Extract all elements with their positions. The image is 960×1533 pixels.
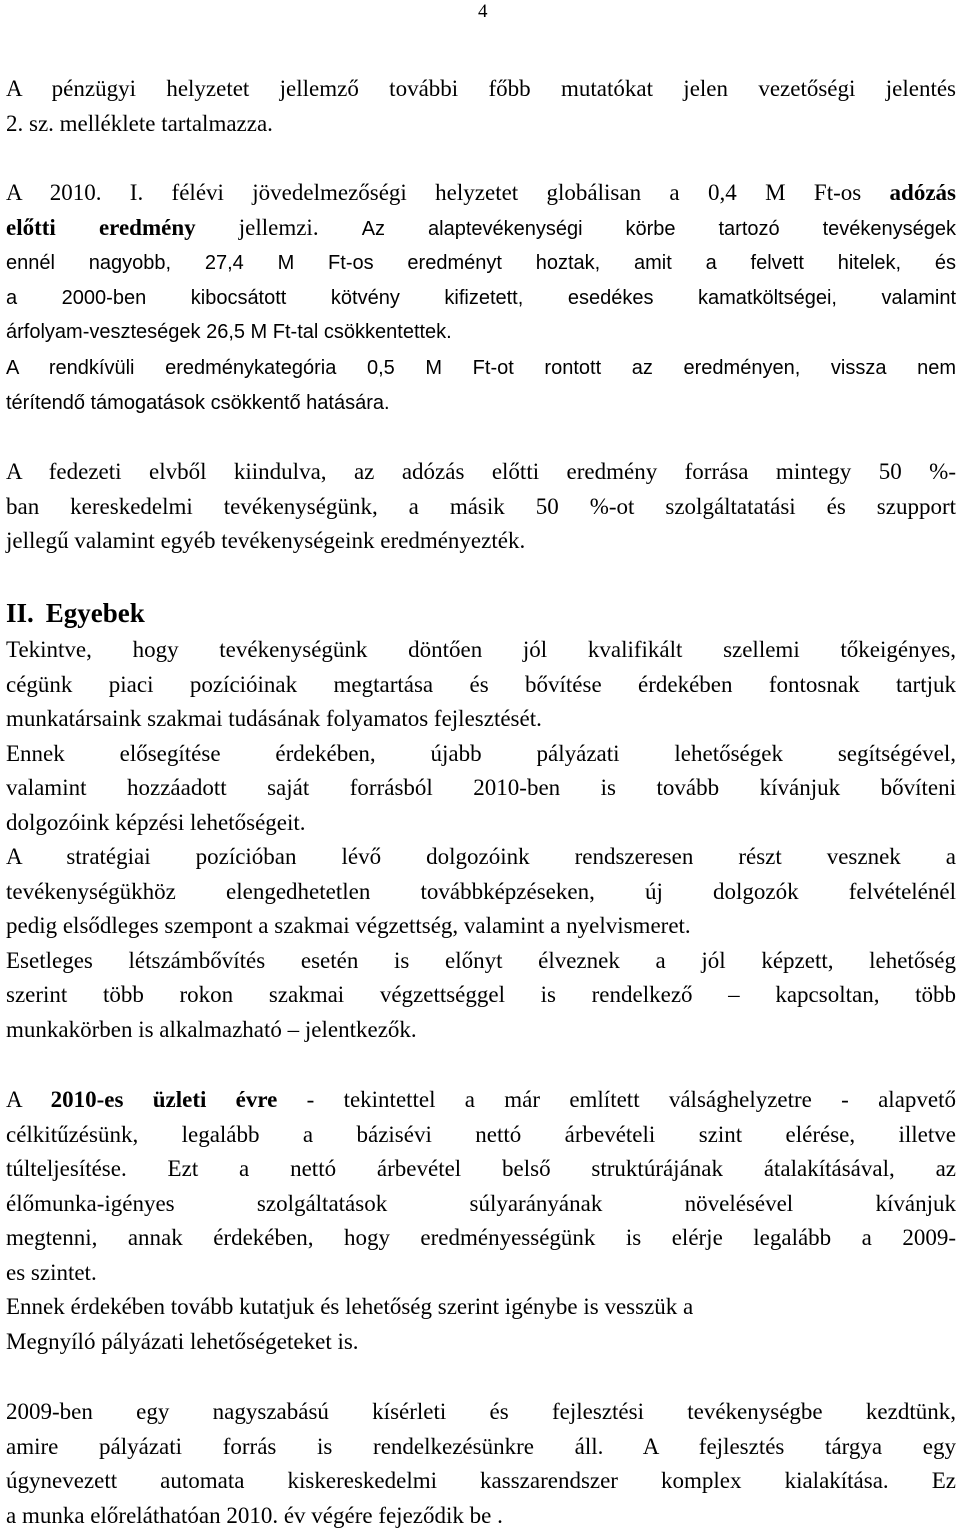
bold-term: 2010-es üzleti évre bbox=[50, 1087, 278, 1112]
text-line: valamint hozzáadott saját forrásból 2010-ben is tovább kívánjuk bővíteni bbox=[6, 775, 956, 800]
text-line: a 2000-ben kibocsátott kötvény kifizetett, esedékes kamatköltségei, valamint bbox=[6, 286, 956, 309]
text-line: amire pályázati forrás is rendelkezésünkre áll. A fejlesztés tárgya egy bbox=[6, 1433, 956, 1459]
text-segment: jellemzi. bbox=[195, 214, 362, 240]
extraordinary-paragraph bbox=[6, 351, 956, 420]
text-line: tevékenységükhöz elengedhetetlen továbbképzéseken, új dolgozók felvételénél bbox=[6, 878, 956, 904]
text-line: térítendő támogatások csökkentő hatására. bbox=[6, 391, 390, 414]
bold-term: adózás bbox=[889, 180, 956, 205]
text-line: munkatársaink szakmai tudásának folyamatos fejlesztését. bbox=[6, 706, 542, 731]
text-line: Megnyíló pályázati lehetőségeteket is. bbox=[6, 1328, 359, 1354]
text-line: dolgozóink képzési lehetőségeit. bbox=[6, 809, 306, 835]
text-segment: Az alaptevékenységi körbe tartozó tevékenységek bbox=[361, 217, 956, 240]
text-line: 2. sz. melléklete tartalmazza. bbox=[6, 110, 273, 136]
section-heading bbox=[6, 596, 145, 630]
business-year-paragraph bbox=[6, 1083, 956, 1359]
text-line: Ennek érdekében tovább kutatjuk és lehetőség szerint igénybe is vesszük a bbox=[6, 1294, 694, 1319]
other-section-body bbox=[6, 633, 956, 1047]
page-number: 4 bbox=[478, 1, 488, 22]
text-line: jellegű valamint egyéb tevékenységeink eredményezték. bbox=[6, 528, 526, 553]
section-number: II. bbox=[6, 598, 34, 628]
text-line bbox=[6, 176, 956, 211]
text-line: célkitűzésünk, legalább a bázisévi nettó árbevételi szint elérése, illetve bbox=[6, 1121, 956, 1147]
text-line: Tekintve, hogy tevékenységünk döntően jól kvalifikált szellemi tőkeigényes, bbox=[6, 637, 956, 662]
text-line: túlteljesítése. Ezt a nettó árbevétel belső struktúrájának átalakításával, az bbox=[6, 1156, 956, 1181]
text-line: árfolyam-veszteségek 26,5 M Ft-tal csökkentettek. bbox=[6, 321, 452, 343]
development-paragraph bbox=[6, 1395, 956, 1533]
text-segment: A 2010. I. félévi jövedelmezőségi helyzetet globálisan a 0,4 M Ft-os bbox=[6, 180, 890, 205]
intro-paragraph bbox=[6, 72, 956, 141]
text-line: megtenni, annak érdekében, hogy eredményességünk is elérje legalább a 2009- bbox=[6, 1225, 956, 1250]
text-segment: A bbox=[6, 1087, 51, 1112]
coverage-paragraph bbox=[6, 455, 956, 559]
text-line: es szintet. bbox=[6, 1259, 97, 1285]
text-line: 2009-ben egy nagyszabású kísérleti és fejlesztési tevékenységbe kezdtünk, bbox=[6, 1399, 956, 1424]
text-line: A rendkívüli eredménykategória 0,5 M Ft-ot rontott az eredményen, vissza nem bbox=[6, 357, 956, 379]
text-line: munkakörben is alkalmazható – jelentkezők. bbox=[6, 1016, 417, 1042]
text-line: A fedezeti elvből kiindulva, az adózás előtti eredmény forrása mintegy 50 %- bbox=[6, 459, 956, 484]
text-line: A pénzügyi helyzetet jellemző további főbb mutatókat jelen vezetőségi jelentés bbox=[6, 76, 956, 101]
text-line: Ennek elősegítése érdekében, újabb pályázati lehetőségek segítségével, bbox=[6, 740, 956, 766]
text-line: A stratégiai pozícióban lévő dolgozóink rendszeresen részt vesznek a bbox=[6, 844, 956, 869]
text-line: cégünk piaci pozícióinak megtartása és bővítése érdekében fontosnak tartjuk bbox=[6, 671, 956, 697]
profitability-paragraph bbox=[6, 176, 956, 350]
text-line: a munka előreláthatóan 2010. év végére fejeződik be . bbox=[6, 1502, 503, 1528]
text-line: szerint több rokon szakmai végzettséggel is rendelkező – kapcsoltan, több bbox=[6, 982, 956, 1007]
text-line: ban kereskedelmi tevékenységünk, a másik 50 %-ot szolgáltatatási és szupport bbox=[6, 493, 956, 519]
text-line: élőmunka-igényes szolgáltatások súlyarányának növelésével kívánjuk bbox=[6, 1190, 956, 1216]
text-line bbox=[6, 211, 956, 247]
text-line: pedig elsődleges szempont a szakmai végzettség, valamint a nyelvismeret. bbox=[6, 913, 691, 938]
text-line: Esetleges létszámbővítés esetén is előnyt élveznek a jól képzett, lehetőség bbox=[6, 947, 956, 973]
text-line: ennél nagyobb, 27,4 M Ft-os eredményt hoztak, amit a felvett hitelek, és bbox=[6, 252, 956, 274]
bold-term: előtti eredmény bbox=[6, 214, 196, 240]
section-title: Egyebek bbox=[45, 598, 145, 628]
text-line: úgynevezett automata kiskereskedelmi kasszarendszer komplex kialakítása. Ez bbox=[6, 1468, 956, 1493]
text-line bbox=[6, 1083, 956, 1118]
text-segment: - tekintettel a már említett válsághelyzetre - alapvető bbox=[277, 1087, 956, 1112]
